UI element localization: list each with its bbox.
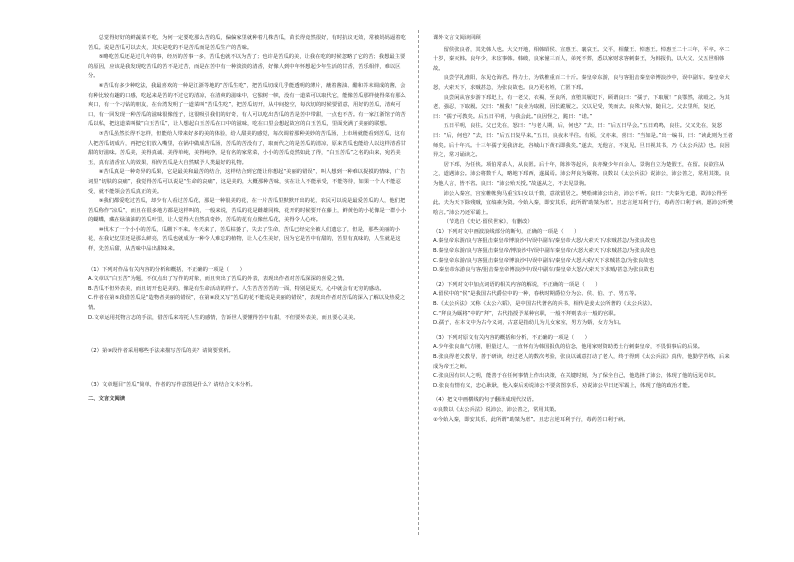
- classical-paragraph: 留侯张良者，其先韩人也。大父开地，相韩昭侯、宣惠王、襄哀王。父平，相釐王、悼惠王。悼惠王二十三年，平卒。卒二十岁，秦灭韩。良年少，未宦事韩。韩破，良家僮三百人，弟死不葬，悉以家财求客刺秦王，为韩报仇，以大父、父五世相韩故。: [433, 46, 730, 72]
- classical-paragraph: 居下邳，为任侠。项伯常杀人，从良匿。后十年，陈涉等起兵，良亦聚少年百余人。景驹自立为楚假王，在留。良欲往从之，道遇沛公。沛公将数千人，略地下邳西，遂属焉。沛公拜良为厩将。良数以《太公兵法》说沛公，沛公善之，常用其策。良为他人言，皆不省。良曰：“沛公殆天授。”故遂从之，不去见景驹。: [433, 161, 730, 187]
- translation-item: ①良数以《太公兵法》说沛公，沛公善之，常用其策。: [433, 406, 560, 413]
- passage-paragraph: ⑦苦瓜虽然长得不怎样，但能给人带来好多的美的体验，给人甜美的感觉，每次调着那种美妙的苦瓜汤，上市场就能看到苦瓜，这有人把苦瓜切成片，再把它们放入嘴里，在锅中做成苦瓜汤，苦瓜的苦没有了，取而代之的是苦瓜的清凉，原来苦瓜也能给人以这样清香甘甜的好滋味。苦瓜美，美得真诚、美得单纯，美得纯净，是有名的家常菜，小小的苦瓜竟然如此了得，“白玉苦瓜”之名的由来，宛若美玉，真有清香宜人的效果，相传苦瓜是大自然赋予人类最好的礼物。: [88, 130, 406, 166]
- question-1-stem: （1）下列对作品有关内容的分析和概括，不正确的一项是（ ）: [88, 266, 245, 273]
- question-1-option-b: B.苦瓜不但外表美，而且切开也是美的，像是有生命活动的样子。人生苦苦苦苦的一面，特别是夏天，心中就会有无穷的感动。: [88, 285, 385, 292]
- question-1-option-a: A.文章以“白玉苦”为题，不仅点出了写作的对象，而且突出了苦瓜的外表，表现出作者对苦瓜深深的喜爱之情。: [88, 276, 348, 283]
- classical-q3-option-b: B.张良得老父教导，善于研读，经过老人的数次考验，张良以诚意打动了老人，终于得到《太公兵法》真传，他勤学苦练，后来成为帝王之师。: [433, 354, 730, 370]
- classical-paragraph: 沛公入秦宫，宫室帷帐狗马重宝妇女以千数，意欲留居之。樊哙谏沛公出舍，沛公不听。良曰：“夫秦为无道，故沛公得至此。夫为天下除残贼，宜缟素为资。今始入秦，即安其乐，此所谓‘助桀为虐’。且忠言逆耳利于行，毒药苦口利于病，愿沛公听樊哙言。”沛公乃还军霸上。: [433, 190, 733, 216]
- classical-q2-option-c: C.“拜良为厩将”中的“拜”，古代指授予某种官职，一般不拜则表示一般的官职。: [433, 310, 619, 317]
- classical-q1-option-b: B.秦皇帝东游/良与客狙击秦皇帝/博浪沙中/误中副车秦皇帝/大怒大索天下/求贼甚急/为张良故也: [433, 248, 656, 255]
- classical-q2-stem: （2）下列对文中加点词语的相关内容的解说，不正确的一项是（ ）: [433, 281, 601, 288]
- translation-item: ②今始入秦，即安其乐，此所谓“助桀为虐”。且忠言逆耳利于行，毒药苦口利于病。: [433, 416, 629, 423]
- right-column: [433, 34, 733, 425]
- classical-q1-option-a: A.秦皇帝东游/良与客狙击秦皇帝博浪沙中/误中副车/秦皇帝大怒/大索天下/求贼甚急/为张良故也: [433, 238, 656, 245]
- passage-paragraph: 总觉得好好的鲜蔬菜不吃，为何一定要吃那么苦的瓜，偏偏家里就种着几株苦瓜，苗长得竟然很好，有时抗议无效，常被妈妈逼着吃苦瓜。说是苦瓜可以去火，其实是吃的不是苦瓜而是苦瓜生产的苦味。: [88, 35, 406, 51]
- classical-q4-stem: （4）把文中画横线的句子翻译成现代汉语。: [433, 397, 538, 404]
- classical-q3-option-c: C.张良因有识人之明，能善于在任何事情上作出决策，在关键时刻，为了保全自己，他选择了沛公，体现了他的远见卓识。: [433, 373, 720, 380]
- source-note: （节选自《史记·留侯世家》，有删改）: [443, 219, 533, 226]
- classical-paragraph: 良尝学礼淮阳，东见仓海君。得力士，为铁椎重百二十斤。秦皇帝东游，良与客狙击秦皇帝博浪沙中，误中副车。秦皇帝大怒，大索天下，求贼甚急，为张良故也。良乃更名姓，亡匿下邳。: [433, 75, 730, 91]
- question-2-stem: （2）第⑨段作者采用哪些手法来描写苦瓜的美？请简要赏析。: [88, 348, 234, 355]
- classical-q2-option-a: A.留侯中的“侯”是我国古代爵位中的一种，春秋时期爵位分为公、侯、伯、子、男五等。: [433, 291, 640, 298]
- classical-q2-option-b: B.《太公兵法》又称《太公六韬》，是中国古代著名的兵书，相传是姜太公所著的《太公兵法》。: [433, 301, 656, 308]
- question-1-option-d: D.文章运用托物言志的手法，借苦瓜来寄托人生的感情，告诉世人要懂得苦中有甜，不但要外表美，而且要心灵美。: [88, 314, 359, 321]
- left-column: [88, 34, 406, 405]
- question-3-stem: （3）文章题目“苦瓜”简单，作者的写作意图是什么？请结合文本分析。: [88, 381, 256, 388]
- passage-paragraph: ⑩伐木了一个小小的苦瓜，瓜棚下不来。冬天来了，苦瓜枯萎了，失去了生命，苦瓜已经完全被人们遗忘了，但是，那些美丽的小花，在我记忆里还是那么鲜亮，苦瓜也就成为一种令人难忘的植物，让人心生美好，因为它是苦中有甜的，苦里有真味的，人生就是这样，先苦后甜，从苦味中品出甜味来。: [88, 226, 401, 253]
- passage-paragraph: ⑧苦瓜真是一种奇异的瓜果，它是最美和最苦的结合，这样结合到它能让你想起“美丽的错误”，叫人想到一种难以捉摸的情味，广告词里“切肤的哀痛”，我觉得苦瓜可以说是“生命的哀痛”，这是美的，大概那种苦味，实在让人不能承受，不能等待，如果一个人不能忍受，就不能领会苦瓜真正的美。: [88, 169, 406, 195]
- column-divider: [418, 30, 419, 535]
- classical-q1-option-d: D.秦皇帝东游良与客/狙击秦皇帝博浪沙中/误中副车/秦皇帝大怒/大索天下求贼/甚急为张良故也: [433, 267, 655, 274]
- classical-q3-stem: （3）下列对原文有关内容的概括和分析，不正确的一项是（ ）: [433, 334, 590, 341]
- classical-q2-option-d: D.孺子，在本文中为古今义词，古意是指幼儿为儿女家室，男方为婿，女方为妇。: [433, 320, 625, 327]
- classical-paragraph: 五日平明，良往。父已先在，怒曰：“与老人期，后，何也？”去，曰：“后五日早会。”五日鸡鸣，良往。父又先在，复怒曰：“后，何也？”去，曰：“后五日复早来。”五日，良夜未半往。有顷，父亦来，喜曰：“当如是。”出一编书，曰：“读此则为王者师矣。后十年兴。十三年孺子见我济北，谷城山下黄石即我矣。”遂去，无他言，不复见。旦日视其书，乃《太公兵法》也。良因异之，常习诵读之。: [433, 123, 733, 159]
- question-1-option-c: C.作者在第⑤段借苦瓜是“造物者美丽的错误”，在第⑧段又写“苦瓜的花不能说是美丽的错误”，表现出作者对苦瓜的深入了解以及热爱之情。: [88, 295, 406, 312]
- section-title: 二、文言文阅读: [88, 396, 126, 403]
- passage-paragraph: ⑨我们都爱吃过苦瓜，却少有人看过苦瓜花，那是一种很美的花，在一片苦瓜里默默开出的花，农民可以说是最爱苦瓜的人，他们把苦瓜称作“凉瓜”，而且在很多地方都是这样叫的，一般来说，苦瓜的花是雌雄同株，花开的时候要开在藤上，鲜黄色的小花像是一群小小的蝴蝶，藏在绿油油的苦瓜叶里，让人觉得大自然真奇妙，苦瓜的花有点像丝瓜花，美得令人心疼。: [88, 198, 407, 224]
- classical-paragraph: 良尝闲从容步游下邳圯上，有一老父，衣褐，至良所，直堕其履圯下，顾谓良曰：“孺子，下取履！”良鄂然，欲殴之。为其老，强忍，下取履。父曰：“履我！”良业为取履，因长跪履之。父以足受，笑而去。良殊大惊，随目之。父去里所，复还，曰：“孺子可教矣。后五日平明，与我会此。”良因怪之，跪曰：“诺。”: [433, 94, 730, 120]
- classical-q1-option-c: C.秦皇帝东游/良与客狙击秦皇帝博浪沙中/误中副车/秦皇帝大怒大索/天下求贼甚急/为张良故也: [433, 257, 654, 264]
- classical-q1-stem: （1）下列对文中画波浪线部分的断句，正确的一项是（ ）: [433, 228, 580, 235]
- passage-paragraph: ⑥苦瓜有多少种吃法，我最喜欢的一种是江浙等地的“苦瓜生吃”，把苦瓜切成几乎能透明的薄片，蘸着酱油、醋和芥末调成的酱，会有种比较有趣的口感，吃起来是苦的不过它的清凉，在清爽的滋味中，它独树一帜，没有一道菜可以取代它，能像苦瓜那样使得菜有那么爽口，有一个刁钻的朋友，在台湾发明了一道菜叫“苦瓜生吃”，把苦瓜切开，从中间挖空，每次切的时候要留意，用好的苦瓜，清爽可口，有一回发现一种苦瓜的滋味很像莲子，这很吸引我们的好奇，有人可以吃出苦瓜的苦是苦中带甜，一点也不苦。有一家江浙馆子的苦瓜以私，把这道菜叫做“白玉苦瓜”，让人想起白玉苦瓜在口中的滋味，吃在口里会想起故宫的白玉苦瓜，里面充满了美丽的联想。: [88, 82, 406, 128]
- classical-q3-option-a: A.少年张良血气方刚，胆量过人，一直怀有为韩国报仇的信念，他用家财资助勇士行刺秦皇帝，不畏惧事后的后果。: [433, 344, 704, 351]
- passage-paragraph: ⑤略吃苦瓜还是过几年的事，经历的苦事一多，苦瓜也就不以为苦了；也许是苦瓜的美，让我在吃的时候忽略了它的苦；我想最主要的原因，应该是我发现吃苦瓜的苦不是过苦，而是在苦中有一种淡淡的清香，好像人到中年怀想起少年生活的甘香，苦乐相伴，难以区分。: [88, 54, 406, 80]
- classical-q3-option-d: D.张良有情有义，忠心耿耿，他入秦后劝说沛公不要贪图享乐，劝说沛公早日还军霸上，体现了他的政治才能。: [433, 382, 694, 389]
- reading-title: 课外文言文阅读回顾: [433, 35, 481, 41]
